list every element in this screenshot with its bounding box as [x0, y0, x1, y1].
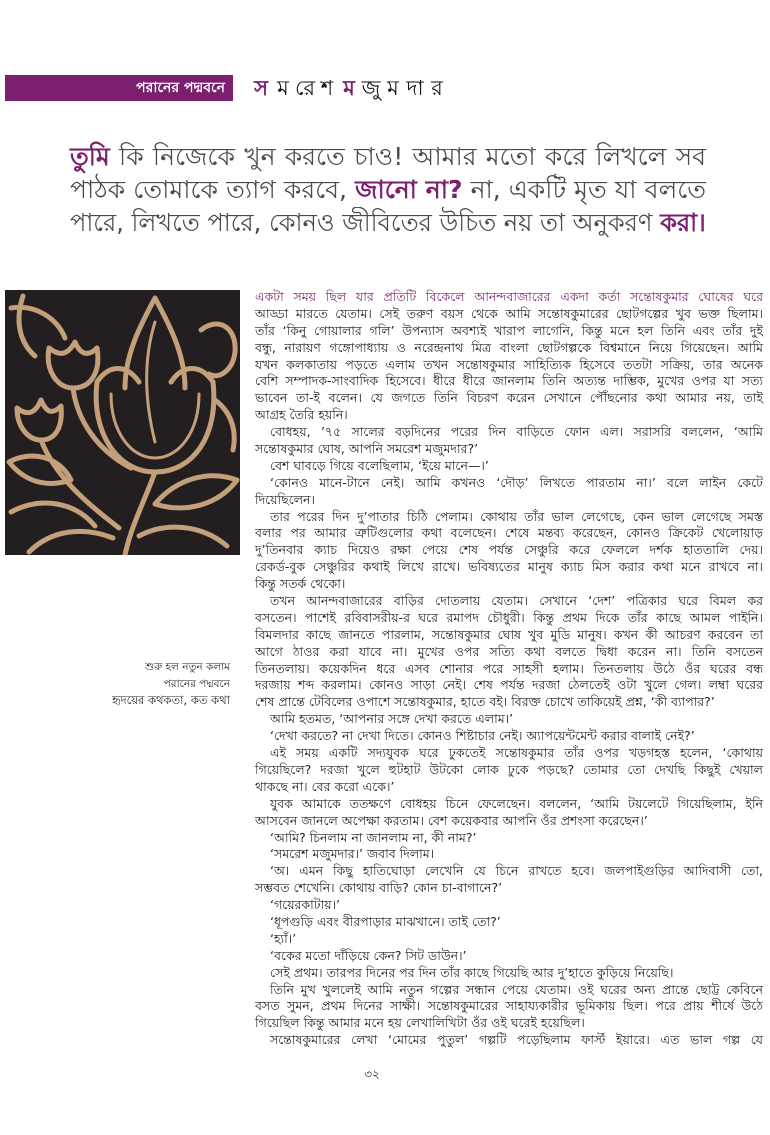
body-line: ‘আমি? চিনলাম না জানলাম না, কী নাম?’: [270, 829, 477, 845]
author-syllable: ম: [387, 76, 399, 100]
paragraph: [255, 593, 763, 711]
pull-quote: [70, 140, 706, 239]
caption-line: পরানের পদ্মবনে: [163, 677, 230, 690]
body-line: ‘দেখা করতে? না দেখা দিতে। কোনও শিষ্টাচার নেই। অ্যাপয়েন্টমেন্ট করার বালাই নেই?’: [270, 728, 695, 744]
paragraph: [255, 745, 763, 796]
author-syllable: জু: [361, 76, 381, 100]
paragraph: [255, 965, 763, 982]
body-line: তিনতলায়। কয়েকদিন ধরে এসব শোনার পরে সাহসী হলাম। তিনতলায় উঠে ওঁর ঘরের বন্ধ: [255, 660, 763, 676]
body-line: ভাবেন তা-ই বলেন। যে জগতে তিনি বিচরণ করেন সেখানে পৌঁছনোর কথা আমার নয়, তাই: [255, 390, 763, 406]
body-line: তার পরের দিন দু’পাতার চিঠি পেলাম। কোথায় তাঁর ভাল লেগেছে, কেন ভাল লেগেছে সমস্ত: [270, 508, 763, 524]
pull-quote-text: পাঠক তোমাকে ত্যাগ করবে,: [70, 175, 356, 204]
body-line: যখন কলকাতায় পড়তে এলাম তখন সন্তোষকুমার সাহিত্যিক হিসেবে ততটা সক্রিয়, তার অনেক: [255, 356, 763, 372]
author-syllable: ম: [277, 76, 289, 100]
column-caption: [60, 659, 230, 709]
article-body: [255, 289, 763, 1049]
body-line: থাকছে না। বের করো একে।’: [255, 778, 395, 794]
body-line: বন্ধু, নারায়ণ গঙ্গোপাধ্যায় ও নরেন্দ্রনাথ মিত্র বাংলা ছোটগল্পকে বিশ্বমানে নিয়ে গিয়েছেন। আমি: [255, 339, 763, 355]
pull-quote-line: [70, 173, 706, 206]
paragraph: [255, 458, 763, 475]
body-line: গিয়েছিলে? দরজা খুলে হুটহাট উটকো লোক ঢুকে পড়ছে? তোমার তো দেখছি কিছুই খেয়াল: [255, 761, 763, 777]
column-label-band: [5, 75, 233, 101]
body-line: বেশ ঘাবড়ে গিয়ে বলেছিলাম, ‘ইয়ে মানে—।’: [270, 457, 489, 473]
paragraph: [255, 728, 763, 745]
page-number: ৩২: [364, 1067, 380, 1081]
paragraph: [255, 830, 763, 847]
body-line: ‘অ। এমন কিছু হাতিঘোড়া লেখেনি যে চিনে রাখতে হবে। জলপাইগুড়ির আদিবাসী তো,: [270, 863, 763, 879]
caption-line: শুরু হল নতুন কলাম: [145, 661, 230, 673]
lead-line: একটা সময় ছিল যার প্রতিটি বিকেলে আনন্দবাজারের একদা কর্তা সন্তোষকুমার ঘোষের ঘরে: [255, 289, 763, 304]
body-line: ‘হ্যাঁ।’: [270, 930, 297, 946]
body-line: ‘কোনও মানে-টানে নেই। আমি কখনও ‘দৌড়’ লিখতে পারতাম না।’ বলে লাইন কেটে: [270, 474, 763, 490]
author-last-name: [338, 73, 448, 103]
paragraph: [255, 982, 763, 1033]
body-line: সন্তোষকুমার ঘোষ, আপনি সমরেশ মজুমদার?’: [255, 441, 479, 457]
paragraph: [255, 796, 763, 830]
body-line: দু’তিনবার ক্যাচ দিয়েও রক্ষা পেয়ে শেষ পর্যন্ত সেঞ্চুরি করে ফেললে দর্শক হাততালি দেয়।: [255, 542, 763, 558]
author-syllable: স: [254, 76, 268, 100]
pull-quote-line: [70, 140, 706, 173]
author-syllable: দা: [406, 76, 424, 100]
paragraph: [255, 863, 763, 897]
body-line: আড্ডা মারতে যেতাম। সেই তরুণ বয়স থেকে আমি সন্তোষকুমারের ছোটগল্পের খুব ভক্ত ছিলাম।: [255, 305, 763, 321]
body-line: ‘ধূপগুড়ি এবং বীরপাড়ার মাঝখানে। তাই তো?’: [270, 913, 501, 929]
body-line: সেই প্রথম। তারপর দিনের পর দিন তাঁর কাছে গিয়েছি আর দু’হাতে কুড়িয়ে নিয়েছি।: [270, 964, 674, 980]
body-line: আগে ঠাওর করা যাবে না। মুখের ওপর সত্যি কথা বলতে দ্বিধা করেন না। তিনি বসতেন: [255, 643, 763, 659]
body-line: গিয়েছিল কিন্তু আমার মনে হয় লেখালিখিটা ওঁর ওই ঘরেই হয়েছিল।: [255, 1015, 585, 1031]
paragraph: [255, 914, 763, 931]
floral-illustration: [5, 290, 240, 555]
body-line: ‘গয়েরকাটায়।’: [270, 897, 341, 913]
author-syllable: ম: [343, 76, 355, 100]
body-line: বসত সুমন, প্রথম দিনের সাক্ষী। সন্তোষকুমারের সাহায্যকারীর ভূমিকায় ছিল। পরে প্রায় শীর্ষে উঠে: [255, 998, 763, 1014]
paragraph: [255, 931, 763, 948]
paragraph: [255, 475, 763, 509]
body-line: শেষ প্রান্তে টেবিলের ওপাশে সন্তোষকুমার, হাতে বই। বিরক্ত চোখে তাকিয়েই প্রশ্ন, ‘কী ব্যাপার?’: [255, 694, 715, 710]
author-syllable: র: [431, 76, 443, 100]
body-line: ‘সমরেশ মজুমদার।’ জবাব দিলাম।: [270, 846, 435, 862]
paragraph: [255, 846, 763, 863]
body-line: যুবক আমাকে ততক্ষণে বোধহয় চিনে ফেলেছেন। বললেন, ‘আমি টয়লেটে গিয়েছিলাম, ইনি: [270, 795, 763, 811]
author-first-name: [250, 73, 338, 103]
pull-quote-highlight: তুমি: [70, 142, 110, 171]
paragraph: [255, 424, 763, 458]
paragraph: [255, 289, 763, 424]
pull-quote-line: [70, 206, 706, 239]
body-line: সম্ভবত শেখেনি। কোথায় বাড়ি? কোন চা-বাগানে?’: [255, 880, 503, 896]
body-line: দরজায় শব্দ করলাম। কোনও সাড়া নেই। শেষ পর্যন্ত দরজা ঠেলতেই ওটা খুলে গেল। লম্বা ঘরের: [255, 677, 763, 693]
paragraph: [255, 1032, 763, 1049]
paragraph: [255, 897, 763, 914]
body-line: বেশি সম্পাদক-সাংবাদিক হিসেবে। ধীরে ধীরে জানলাম তিনি অত্যন্ত দাম্ভিক, মুখের ওপর যা সত্য: [255, 373, 763, 389]
pull-quote-text: কি নিজেকে খুন করতে চাও! আমার মতো করে লিখলে সব: [109, 142, 706, 171]
body-line: কিন্তু সতর্ক থেকো।: [255, 576, 346, 592]
body-line: দিয়েছিলেন।: [255, 491, 315, 507]
body-line: তখন আনন্দবাজারের বাড়ির দোতলায় যেতাম। সেখানে ‘দেশ’ পত্রিকার ঘরে বিমল কর: [270, 593, 763, 609]
body-line: বলার পর আমার ত্রুটিগুলোর কথা বলেছেন। শেষে মন্তব্য করেছেন, কোনও ক্রিকেট খেলোয়াড়: [255, 525, 763, 541]
paragraph: [255, 711, 763, 728]
column-label: পরানের পদ্মবনে: [136, 80, 225, 96]
author-syllable: শ: [320, 76, 334, 100]
body-line: সন্তোষকুমারের লেখা ‘মোমের পুতুল’ গল্পটি পড়েছিলাম ফার্স্ট ইয়ারে। এত ভাল গল্প যে: [270, 1032, 763, 1048]
body-line: আগ্রহ তৈরি হয়নি।: [255, 407, 348, 423]
body-line: আমি হতমত, ‘আপনার সঙ্গে দেখা করতে এলাম।’: [270, 711, 514, 727]
body-line: তাঁর ‘কিনু গোয়ালার গলি’ উপন্যাস অবশ্যই খারাপ লাগেনি, কিন্তু মনে হল তিনি এবং তাঁর দুই: [255, 322, 763, 338]
caption-line: হৃদয়ের কথকতা, কত কথা: [112, 693, 230, 707]
paragraph: [255, 948, 763, 965]
pull-quote-text: পারে, লিখতে পারে, কোনও জীবিতের উচিত নয় তা অনুকরণ: [70, 208, 661, 237]
body-line: রেকর্ড-বুক সেঞ্চুরির কথাই লিখে রাখে। ভবিষ্যতের মানুষ ক্যাচ মিস করার কথা মনে রাখবে না।: [255, 559, 763, 575]
body-line: বোধহয়, ’৭৫ সালের বড়দিনের পরের দিন বাড়িতে ফোন এল। সরাসরি বললেন, ‘আমি: [270, 424, 763, 440]
author-name: [250, 73, 448, 103]
pull-quote-highlight: জানো না?: [355, 175, 463, 204]
body-line: তিনি মুখ খুললেই আমি নতুন গল্পের সন্ধান পেয়ে যেতাম। ওই ঘরের অন্য প্রান্তে ছোট্ট কেবিনে: [270, 981, 763, 997]
body-line: বসতেন। পাশেই রবিবাসরীয়-র ঘরে রমাপদ চৌধুরী। কিন্তু প্রথম দিকে তাঁর কাছে আমল পাইনি।: [255, 609, 763, 625]
body-line: ‘বকের মতো দাঁড়িয়ে কেন? সিট ডাউন।’: [270, 947, 467, 963]
paragraph: [255, 509, 763, 593]
body-line: বিমলদার কাছে জানতে পারলাম, সন্তোষকুমার ঘোষ খুব মুডি মানুষ। কখন কী আচরণ করবেন তা: [255, 626, 763, 642]
body-line: আসবেন জানলে অপেক্ষা করতাম। বেশ কয়েকবার আপনি ওঁর প্রশংসা করেছেন।’: [255, 812, 648, 828]
pull-quote-text: না, একটি মৃত যা বলতে: [462, 175, 707, 204]
pull-quote-highlight: করা।: [660, 208, 706, 237]
body-line: এই সময় একটি সদ্যযুবক ঘরে ঢুকতেই সন্তোষকুমার তাঁর ওপর খড়গহস্ত হলেন, ‘কোথায়: [270, 745, 763, 761]
author-syllable: রে: [294, 76, 316, 100]
